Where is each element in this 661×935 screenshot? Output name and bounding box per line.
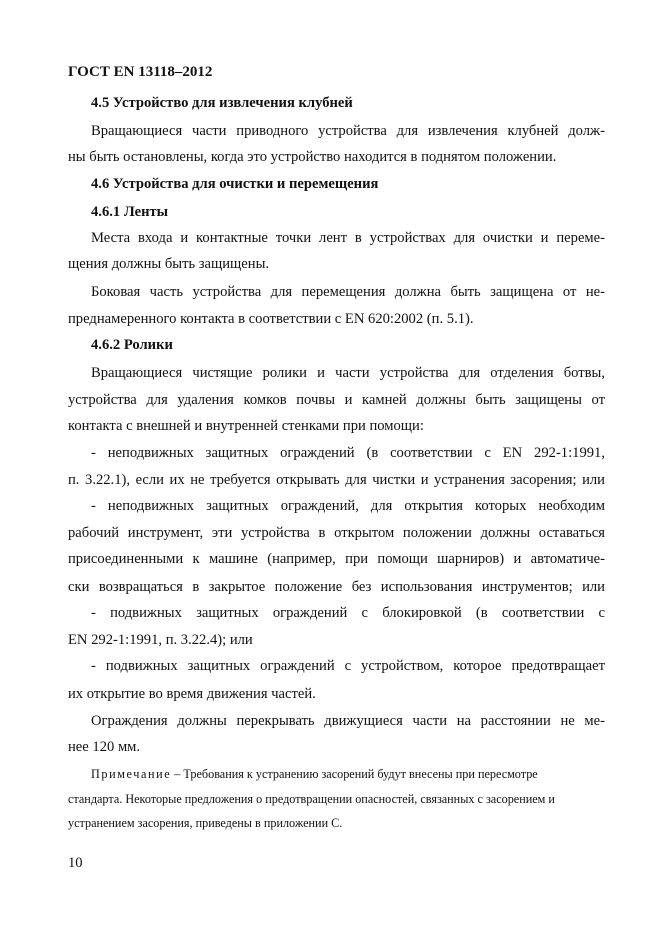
text-line: устройства для удаления комков почвы и камней должны быть защищены от <box>68 392 605 408</box>
subsection-heading-4-6-2: 4.6.2 Ролики <box>91 337 173 353</box>
text-line: Вращающиеся части приводного устройства для извлечения клубней долж- <box>91 123 605 139</box>
list-item-line: - подвижных защитных ограждений с блокировкой (в соответствии с <box>91 605 605 621</box>
note-line-3: устранением засорения, приведены в приложении С. <box>68 816 343 830</box>
list-item-line: ски возвращаться в закрытое положение без использования инструментов; или <box>68 579 605 595</box>
section-heading-4-6: 4.6 Устройства для очистки и перемещения <box>91 176 379 192</box>
text-line: Ограждения должны перекрывать движущиеся части на расстоянии не ме- <box>91 713 605 729</box>
text-line: контакта с внешней и внутренней стенками при помощи: <box>68 418 424 434</box>
text-line: Вращающиеся чистящие ролики и части устройства для отделения ботвы, <box>91 365 605 381</box>
list-item-line: их открытие во время движения частей. <box>68 686 316 702</box>
list-item-line: - подвижных защитных ограждений с устройством, которое предотвращает <box>91 658 605 674</box>
text-line: Места входа и контактные точки лент в устройствах для очистки и переме- <box>91 230 605 246</box>
list-item-line: присоединенными к машине (например, при помощи шарниров) и автоматиче- <box>68 551 605 567</box>
note-label: Примечание <box>91 767 172 781</box>
document-header: ГОСТ EN 13118–2012 <box>68 64 213 80</box>
list-item-line: - неподвижных защитных ограждений, для открытия которых необходим <box>91 498 605 514</box>
text-line: Боковая часть устройства для перемещения должна быть защищена от не- <box>91 284 605 300</box>
section-heading-4-5: 4.5 Устройство для извлечения клубней <box>91 95 353 111</box>
note-line-2: стандарта. Некоторые предложения о предотвращении опасностей, связанных с засорением и <box>68 792 555 806</box>
text-line: щения должны быть защищены. <box>68 256 270 272</box>
list-item-line: рабочий инструмент, эти устройства в открытом положении должны оставаться <box>68 525 605 541</box>
text-line: нее 120 мм. <box>68 739 141 755</box>
page-number: 10 <box>68 855 83 871</box>
list-item-line: - неподвижных защитных ограждений (в соответствии с EN 292-1:1991, <box>91 445 605 461</box>
text-line: ны быть остановлены, когда это устройство находится в поднятом положении. <box>68 149 557 165</box>
list-item-line: п. 3.22.1), если их не требуется открывать для чистки и устранения засорения; или <box>68 472 605 488</box>
text-line: преднамеренного контакта в соответствии с EN 620:2002 (п. 5.1). <box>68 311 474 327</box>
note-text: – Требования к устранению засорений будут внесены при пересмотре <box>171 767 538 781</box>
subsection-heading-4-6-1: 4.6.1 Ленты <box>91 204 169 220</box>
list-item-line: EN 292-1:1991, п. 3.22.4); или <box>68 632 253 648</box>
note-line-1 <box>91 764 605 784</box>
